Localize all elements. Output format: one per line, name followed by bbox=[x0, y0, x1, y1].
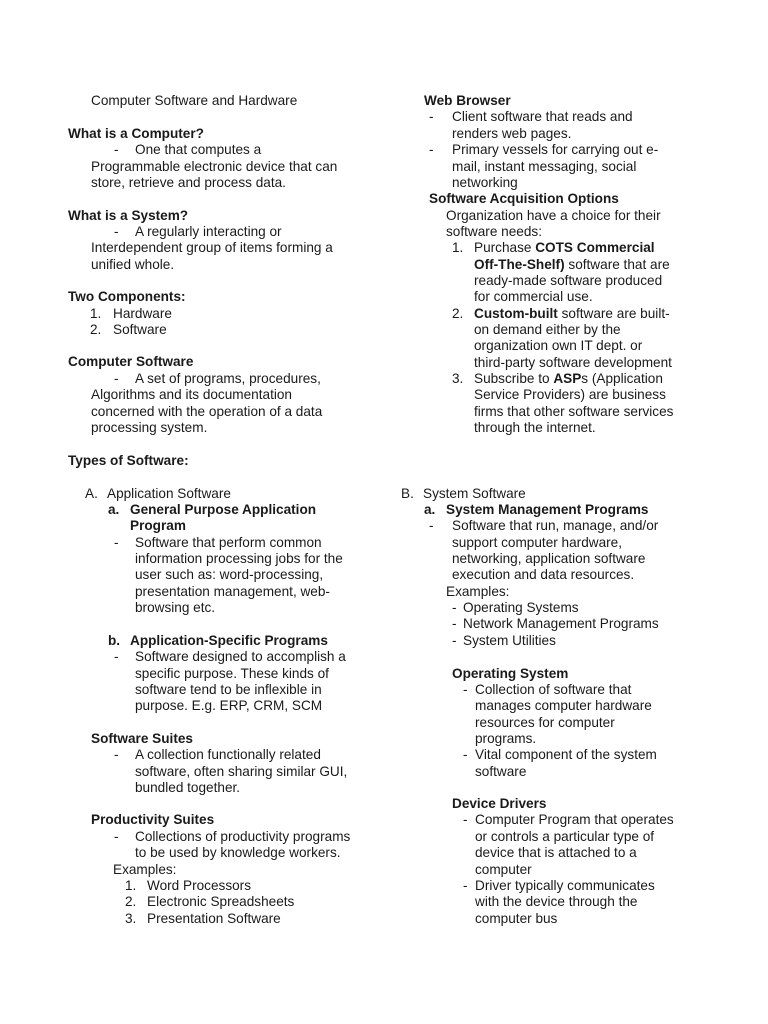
computer-def-line: One that computes a bbox=[135, 142, 262, 157]
productivity-suites-line: Collections of productivity programs bbox=[135, 829, 351, 844]
device-drivers-line: computer bbox=[475, 862, 532, 877]
software-suites-line: A collection functionally related bbox=[135, 747, 321, 762]
application-specific-line: software tend to be inflexible in bbox=[135, 682, 322, 697]
bullet-dash: - bbox=[452, 616, 457, 631]
operating-system-line: manages computer hardware bbox=[475, 698, 652, 713]
system-software-heading: System Software bbox=[423, 486, 526, 501]
web-browser-line: renders web pages. bbox=[452, 126, 572, 141]
general-purpose-line: user such as: word-processing, bbox=[135, 567, 324, 582]
bullet-dash: - bbox=[463, 812, 468, 827]
application-software-heading: Application Software bbox=[107, 486, 231, 501]
software-suites-heading: Software Suites bbox=[91, 731, 193, 746]
bullet-dash: - bbox=[114, 829, 119, 844]
option-custom-line: on demand either by the bbox=[474, 322, 621, 337]
list-item: Operating Systems bbox=[463, 600, 579, 615]
bullet-dash: - bbox=[429, 109, 434, 124]
application-specific-line: Software designed to accomplish a bbox=[135, 649, 346, 664]
application-specific-heading: Application-Specific Programs bbox=[130, 633, 328, 648]
computer-def-line: Programmable electronic device that can bbox=[91, 159, 338, 174]
general-purpose-line: Software that perform common bbox=[135, 535, 322, 550]
option-asp-line: through the internet. bbox=[474, 420, 596, 435]
option-custom-line: third-party software development bbox=[474, 355, 672, 370]
option-asp-line: Subscribe to ASPs (Application bbox=[474, 371, 663, 386]
device-drivers-line: or controls a particular type of bbox=[475, 829, 655, 844]
general-purpose-heading: Program bbox=[130, 518, 186, 533]
list-item: Software bbox=[113, 322, 167, 337]
list-number: 1. bbox=[90, 306, 102, 321]
list-number: 1. bbox=[452, 240, 464, 255]
productivity-suites-line: to be used by knowledge workers. bbox=[135, 845, 341, 860]
computer-heading: What is a Computer? bbox=[68, 126, 204, 141]
device-drivers-line: with the device through the bbox=[475, 894, 638, 909]
bullet-dash: - bbox=[463, 682, 468, 697]
device-drivers-line: device that is attached to a bbox=[475, 845, 637, 860]
general-purpose-line: browsing etc. bbox=[135, 600, 216, 615]
computer-software-line: concerned with the operation of a data bbox=[91, 404, 323, 419]
system-management-line: support computer hardware, bbox=[452, 535, 623, 550]
general-purpose-line: information processing jobs for the bbox=[135, 551, 343, 566]
computer-def-line: store, retrieve and process data. bbox=[91, 175, 286, 190]
option-cots-line: ready-made software produced bbox=[474, 273, 663, 288]
option-cots-line: Off-The-Shelf) software that are bbox=[474, 257, 670, 272]
subsection-letter: b. bbox=[108, 633, 121, 648]
web-browser-line: Client software that reads and bbox=[452, 109, 633, 124]
list-item: Hardware bbox=[113, 306, 172, 321]
option-cots-line: Purchase COTS Commercial bbox=[474, 240, 655, 255]
web-browser-heading: Web Browser bbox=[424, 93, 511, 108]
computer-software-line: A set of programs, procedures, bbox=[135, 371, 321, 386]
option-custom-line: organization own IT dept. or bbox=[474, 338, 643, 353]
bullet-dash: - bbox=[429, 518, 434, 533]
list-item: Word Processors bbox=[147, 878, 251, 893]
option-asp-line: firms that other software services bbox=[474, 404, 674, 419]
list-item: Presentation Software bbox=[147, 911, 281, 926]
web-browser-line: mail, instant messaging, social bbox=[452, 159, 637, 174]
system-management-heading: System Management Programs bbox=[446, 502, 649, 517]
device-drivers-line: Driver typically communicates bbox=[475, 878, 655, 893]
subsection-letter: a. bbox=[424, 502, 436, 517]
web-browser-line: networking bbox=[452, 175, 518, 190]
list-item: System Utilities bbox=[463, 633, 556, 648]
bullet-dash: - bbox=[463, 747, 468, 762]
option-cots-line: for commercial use. bbox=[474, 289, 593, 304]
list-number: 3. bbox=[125, 911, 137, 926]
examples-label: Examples: bbox=[446, 584, 510, 599]
computer-software-line: Algorithms and its documentation bbox=[91, 387, 292, 402]
computer-software-heading: Computer Software bbox=[68, 354, 194, 369]
bullet-dash: - bbox=[452, 600, 457, 615]
bullet-dash: - bbox=[114, 535, 119, 550]
list-number: 1. bbox=[125, 878, 137, 893]
list-item: Network Management Programs bbox=[463, 616, 659, 631]
components-heading: Two Components: bbox=[68, 289, 186, 304]
operating-system-line: software bbox=[475, 764, 527, 779]
bullet-dash: - bbox=[114, 747, 119, 762]
operating-system-line: programs. bbox=[475, 731, 537, 746]
software-suites-line: software, often sharing similar GUI, bbox=[135, 764, 348, 779]
subsection-letter: a. bbox=[108, 502, 120, 517]
software-suites-line: bundled together. bbox=[135, 780, 241, 795]
document-title: Computer Software and Hardware bbox=[91, 93, 298, 108]
bullet-dash: - bbox=[114, 371, 119, 386]
general-purpose-heading: General Purpose Application bbox=[130, 502, 317, 517]
list-number: 2. bbox=[452, 306, 464, 321]
system-heading: What is a System? bbox=[68, 208, 189, 223]
device-drivers-line: Computer Program that operates bbox=[475, 812, 674, 827]
productivity-suites-heading: Productivity Suites bbox=[91, 812, 215, 827]
operating-system-line: Vital component of the system bbox=[475, 747, 657, 762]
list-number: 2. bbox=[125, 894, 137, 909]
computer-software-line: processing system. bbox=[91, 420, 208, 435]
system-management-line: networking, application software bbox=[452, 551, 646, 566]
acquisition-intro: Organization have a choice for their bbox=[446, 208, 661, 223]
operating-system-line: resources for computer bbox=[475, 715, 615, 730]
bullet-dash: - bbox=[114, 142, 119, 157]
bullet-dash: - bbox=[463, 878, 468, 893]
list-number: 2. bbox=[90, 322, 102, 337]
section-letter: B. bbox=[401, 486, 414, 501]
system-management-line: execution and data resources. bbox=[452, 567, 635, 582]
bullet-dash: - bbox=[114, 224, 119, 239]
application-specific-line: purpose. E.g. ERP, CRM, SCM bbox=[135, 698, 323, 713]
option-custom-line: Custom-built software are built- bbox=[474, 306, 670, 321]
bullet-dash: - bbox=[114, 649, 119, 664]
system-def-line: Interdependent group of items forming a bbox=[91, 240, 333, 255]
acquisition-heading: Software Acquisition Options bbox=[429, 191, 619, 206]
device-drivers-line: computer bus bbox=[475, 911, 558, 926]
operating-system-heading: Operating System bbox=[452, 666, 569, 681]
application-specific-line: specific purpose. These kinds of bbox=[135, 666, 329, 681]
general-purpose-line: presentation management, web- bbox=[135, 584, 330, 599]
operating-system-line: Collection of software that bbox=[475, 682, 632, 697]
list-number: 3. bbox=[452, 371, 464, 386]
examples-label: Examples: bbox=[113, 862, 177, 877]
system-management-line: Software that run, manage, and/or bbox=[452, 518, 659, 533]
bullet-dash: - bbox=[452, 633, 457, 648]
system-def-line: A regularly interacting or bbox=[135, 224, 282, 239]
web-browser-line: Primary vessels for carrying out e- bbox=[452, 142, 659, 157]
system-def-line: unified whole. bbox=[91, 257, 175, 272]
bullet-dash: - bbox=[429, 142, 434, 157]
section-letter: A. bbox=[85, 486, 98, 501]
option-asp-line: Service Providers) are business bbox=[474, 387, 666, 402]
device-drivers-heading: Device Drivers bbox=[452, 796, 547, 811]
types-heading: Types of Software: bbox=[68, 453, 189, 468]
acquisition-intro: software needs: bbox=[446, 224, 542, 239]
list-item: Electronic Spreadsheets bbox=[147, 894, 295, 909]
